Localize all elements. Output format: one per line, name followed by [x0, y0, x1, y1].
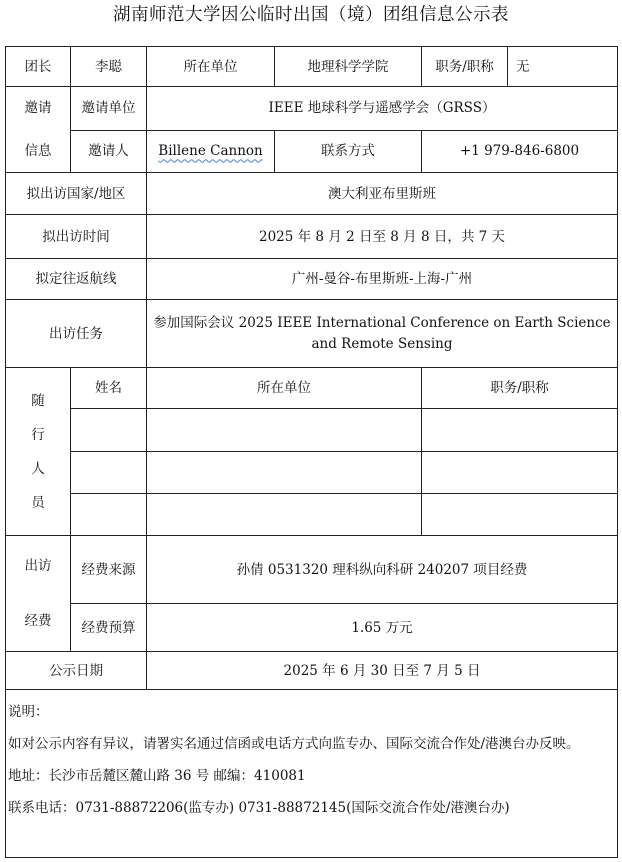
companion-name [71, 409, 147, 452]
companions-label-char: 行 [31, 426, 45, 443]
funding-label-line1: 出访 [24, 558, 52, 574]
destination-label: 拟出访国家/地区 [6, 173, 147, 215]
invitation-label-line1: 邀请 [24, 100, 52, 117]
funding-source-label: 经费来源 [71, 536, 147, 604]
companion-unit [147, 409, 422, 452]
companions-label-char: 员 [31, 494, 45, 511]
leader-title: 无 [508, 47, 618, 87]
invitation-label [6, 87, 71, 173]
leader-name: 李聪 [71, 47, 147, 87]
companion-unit [147, 494, 422, 536]
notes-phone: 联系电话：0731-88872206(监专办) 0731-88872145(国际交流合作处/港澳台办) [8, 800, 510, 816]
funding-source: 孙倩 0531320 理科纵向科研 240207 项目经费 [147, 536, 618, 604]
inviter-cell [147, 130, 275, 173]
invitation-org: IEEE 地球科学与遥感学会（GRSS） [147, 87, 618, 131]
companion-name [71, 452, 147, 494]
inviter-name: Billene Cannon [158, 143, 263, 160]
companion-unit [147, 452, 422, 494]
companion-title [422, 452, 618, 494]
notes-heading: 说明： [8, 704, 49, 720]
table-row [6, 494, 618, 536]
notes-objection: 如对公示内容有异议，请署实名通过信函或电话方式向监专办、国际交流合作处/港澳台办反映。 [8, 736, 580, 752]
leader-label: 团长 [6, 47, 71, 87]
funding-budget: 1.65 万元 [147, 604, 618, 652]
contact-value: +1 979-846-6800 [422, 130, 618, 173]
companions-header-name: 姓名 [71, 368, 147, 409]
companions-label [6, 368, 71, 536]
companion-name [71, 494, 147, 536]
inviter-label: 邀请人 [71, 130, 147, 173]
leader-title-label: 职务/职称 [422, 47, 508, 87]
dates-value: 2025 年 8 月 2 日至 8 月 8 日，共 7 天 [147, 215, 618, 259]
companions-label-char: 人 [31, 460, 45, 477]
table-row [6, 409, 618, 452]
destination-value: 澳大利亚布里斯班 [147, 173, 618, 215]
mission-label: 出访任务 [6, 300, 147, 368]
companion-title [422, 409, 618, 452]
companion-title [422, 494, 618, 536]
companions-header-unit: 所在单位 [147, 368, 422, 409]
companions-label-char: 随 [31, 392, 45, 409]
contact-label: 联系方式 [275, 130, 422, 173]
route-value: 广州-曼谷-布里斯班-上海-广州 [147, 259, 618, 300]
notes-section [6, 690, 618, 858]
funding-label [6, 536, 71, 652]
publicity-value: 2025 年 6 月 30 日至 7 月 5 日 [147, 652, 618, 690]
page-title: 湖南师范大学因公临时出国（境）团组信息公示表 [113, 5, 509, 25]
invitation-org-label: 邀请单位 [71, 87, 147, 131]
funding-budget-label: 经费预算 [71, 604, 147, 652]
mission-value: 参加国际会议 2025 IEEE International Conference on Earth Science and Remote Sensing [147, 300, 618, 368]
dates-label: 拟出访时间 [6, 215, 147, 259]
companions-header-title: 职务/职称 [422, 368, 618, 409]
leader-unit: 地理科学学院 [275, 47, 422, 87]
route-label: 拟定往返航线 [6, 259, 147, 300]
funding-label-line2: 经费 [24, 613, 52, 629]
publicity-label: 公示日期 [6, 652, 147, 690]
invitation-label-line2: 信息 [24, 142, 52, 159]
leader-unit-label: 所在单位 [147, 47, 275, 87]
notes-address: 地址：长沙市岳麓区麓山路 36 号 邮编：410081 [8, 768, 306, 784]
table-row [6, 452, 618, 494]
info-table [5, 46, 618, 858]
